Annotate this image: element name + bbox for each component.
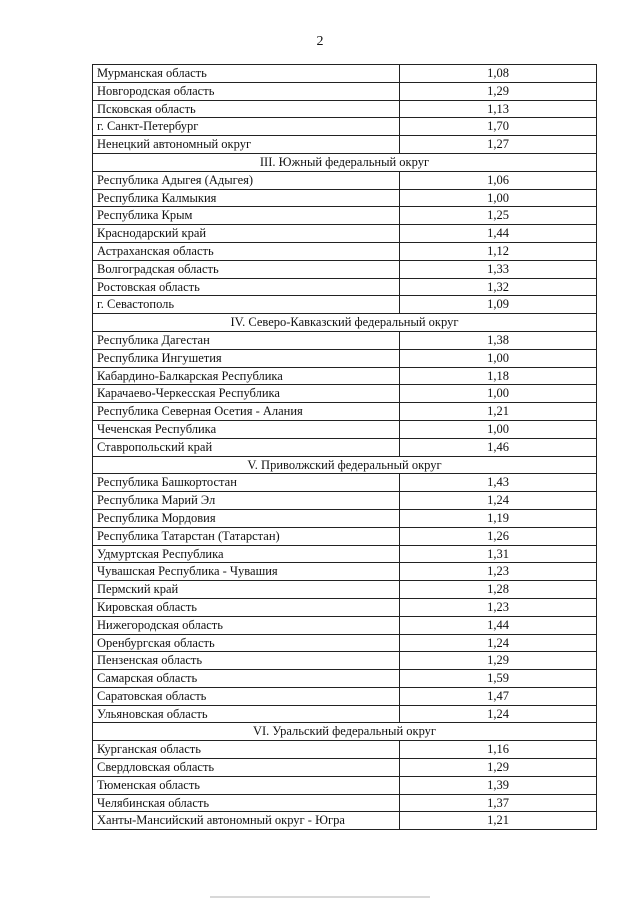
region-name: Оренбургская область xyxy=(93,634,400,652)
table-body xyxy=(93,65,597,830)
table-row xyxy=(93,598,597,616)
table-row xyxy=(93,474,597,492)
table-row xyxy=(93,367,597,385)
region-name: Кировская область xyxy=(93,598,400,616)
region-name: Чеченская Республика xyxy=(93,420,400,438)
coefficient-value: 1,24 xyxy=(400,705,597,723)
region-name: Республика Северная Осетия - Алания xyxy=(93,403,400,421)
region-name: Республика Адыгея (Адыгея) xyxy=(93,171,400,189)
region-name: Удмуртская Республика xyxy=(93,545,400,563)
coefficient-value: 1,37 xyxy=(400,794,597,812)
region-name: Тюменская область xyxy=(93,776,400,794)
region-name: Республика Ингушетия xyxy=(93,349,400,367)
coefficient-value: 1,39 xyxy=(400,776,597,794)
region-name: Республика Башкортостан xyxy=(93,474,400,492)
region-name: Ханты-Мансийский автономный округ - Югра xyxy=(93,812,400,830)
section-title: V. Приволжский федеральный округ xyxy=(93,456,597,474)
coefficient-value: 1,23 xyxy=(400,598,597,616)
section-title: IV. Северо-Кавказский федеральный округ xyxy=(93,314,597,332)
region-name: Нижегородская область xyxy=(93,616,400,634)
table-row xyxy=(93,242,597,260)
coefficient-value: 1,32 xyxy=(400,278,597,296)
table-row xyxy=(93,776,597,794)
region-name: Самарская область xyxy=(93,670,400,688)
coefficient-value: 1,44 xyxy=(400,616,597,634)
coefficient-value: 1,21 xyxy=(400,812,597,830)
table-row xyxy=(93,652,597,670)
region-name: Чувашская Республика - Чувашия xyxy=(93,563,400,581)
table-row xyxy=(93,225,597,243)
coefficient-value: 1,13 xyxy=(400,100,597,118)
coefficient-value: 1,25 xyxy=(400,207,597,225)
coefficient-value: 1,00 xyxy=(400,349,597,367)
region-name: Республика Мордовия xyxy=(93,509,400,527)
region-name: Ставропольский край xyxy=(93,438,400,456)
coefficient-value: 1,08 xyxy=(400,65,597,83)
table-row xyxy=(93,509,597,527)
table-row xyxy=(93,492,597,510)
region-name: Ненецкий автономный округ xyxy=(93,136,400,154)
coefficient-value: 1,29 xyxy=(400,82,597,100)
coefficient-value: 1,28 xyxy=(400,581,597,599)
coefficient-value: 1,29 xyxy=(400,652,597,670)
table-row xyxy=(93,403,597,421)
section-header-row xyxy=(93,153,597,171)
table-row xyxy=(93,349,597,367)
region-name: Саратовская область xyxy=(93,687,400,705)
table-row xyxy=(93,207,597,225)
section-header-row xyxy=(93,456,597,474)
table-row xyxy=(93,687,597,705)
coefficient-value: 1,00 xyxy=(400,420,597,438)
table-row xyxy=(93,420,597,438)
coefficient-value: 1,00 xyxy=(400,189,597,207)
table-row xyxy=(93,563,597,581)
table-row xyxy=(93,65,597,83)
table-row xyxy=(93,794,597,812)
table-row xyxy=(93,82,597,100)
table-row xyxy=(93,812,597,830)
table-row xyxy=(93,100,597,118)
region-name: Волгоградская область xyxy=(93,260,400,278)
region-name: Свердловская область xyxy=(93,759,400,777)
table-row xyxy=(93,136,597,154)
table-row xyxy=(93,171,597,189)
table-row xyxy=(93,260,597,278)
region-name: Челябинская область xyxy=(93,794,400,812)
coefficient-value: 1,59 xyxy=(400,670,597,688)
coefficient-value: 1,16 xyxy=(400,741,597,759)
table-row xyxy=(93,278,597,296)
coefficient-value: 1,12 xyxy=(400,242,597,260)
region-name: Астраханская область xyxy=(93,242,400,260)
region-name: Республика Калмыкия xyxy=(93,189,400,207)
table-row xyxy=(93,385,597,403)
region-name: Краснодарский край xyxy=(93,225,400,243)
coefficient-value: 1,70 xyxy=(400,118,597,136)
region-name: Республика Марий Эл xyxy=(93,492,400,510)
coefficient-value: 1,43 xyxy=(400,474,597,492)
coefficient-value: 1,19 xyxy=(400,509,597,527)
section-title: III. Южный федеральный округ xyxy=(93,153,597,171)
region-name: г. Севастополь xyxy=(93,296,400,314)
coefficient-value: 1,46 xyxy=(400,438,597,456)
table-row xyxy=(93,189,597,207)
table-row xyxy=(93,331,597,349)
table-row xyxy=(93,545,597,563)
table-row xyxy=(93,296,597,314)
coefficient-value: 1,18 xyxy=(400,367,597,385)
region-name: Мурманская область xyxy=(93,65,400,83)
coefficient-value: 1,44 xyxy=(400,225,597,243)
region-name: Республика Крым xyxy=(93,207,400,225)
coefficient-value: 1,06 xyxy=(400,171,597,189)
region-name: Ульяновская область xyxy=(93,705,400,723)
table-row xyxy=(93,705,597,723)
coefficient-value: 1,26 xyxy=(400,527,597,545)
table-row xyxy=(93,118,597,136)
region-name: Курганская область xyxy=(93,741,400,759)
region-name: Пермский край xyxy=(93,581,400,599)
region-name: Республика Дагестан xyxy=(93,331,400,349)
coefficient-value: 1,24 xyxy=(400,634,597,652)
coefficients-table xyxy=(92,64,597,830)
coefficient-value: 1,23 xyxy=(400,563,597,581)
region-name: Карачаево-Черкесская Республика xyxy=(93,385,400,403)
table-row xyxy=(93,759,597,777)
coefficient-value: 1,33 xyxy=(400,260,597,278)
scan-artifact-line xyxy=(210,896,430,898)
table-row xyxy=(93,616,597,634)
page-number: 2 xyxy=(316,34,324,49)
region-name: Новгородская область xyxy=(93,82,400,100)
coefficient-value: 1,38 xyxy=(400,331,597,349)
region-name: Псковская область xyxy=(93,100,400,118)
region-name: Ростовская область xyxy=(93,278,400,296)
table-row xyxy=(93,438,597,456)
coefficient-value: 1,31 xyxy=(400,545,597,563)
table-row xyxy=(93,581,597,599)
table-row xyxy=(93,670,597,688)
region-name: Кабардино-Балкарская Республика xyxy=(93,367,400,385)
region-name: Пензенская область xyxy=(93,652,400,670)
coefficient-value: 1,29 xyxy=(400,759,597,777)
coefficient-value: 1,21 xyxy=(400,403,597,421)
section-title: VI. Уральский федеральный округ xyxy=(93,723,597,741)
coefficient-value: 1,09 xyxy=(400,296,597,314)
region-name: Республика Татарстан (Татарстан) xyxy=(93,527,400,545)
coefficient-value: 1,24 xyxy=(400,492,597,510)
coefficient-value: 1,00 xyxy=(400,385,597,403)
section-header-row xyxy=(93,723,597,741)
region-name: г. Санкт-Петербург xyxy=(93,118,400,136)
table-row xyxy=(93,527,597,545)
table-row xyxy=(93,634,597,652)
coefficient-value: 1,27 xyxy=(400,136,597,154)
table-row xyxy=(93,741,597,759)
coefficient-value: 1,47 xyxy=(400,687,597,705)
section-header-row xyxy=(93,314,597,332)
